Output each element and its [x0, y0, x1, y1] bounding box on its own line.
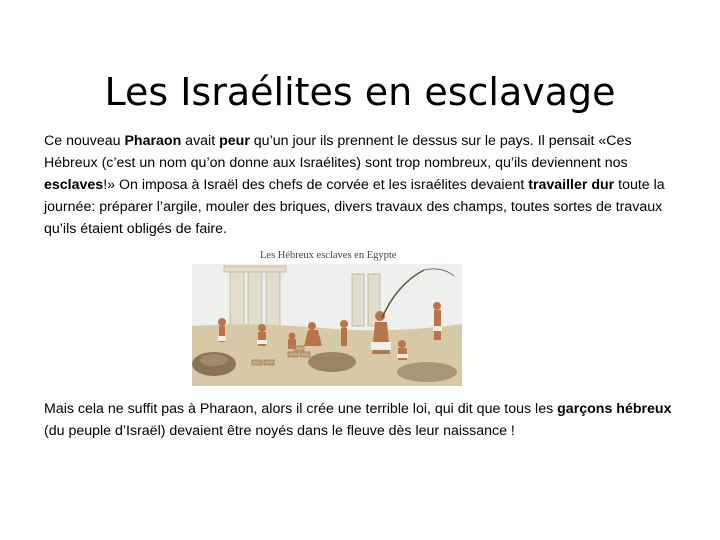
hebrew-slaves-illustration — [192, 264, 462, 386]
text-run: Ce nouveau — [44, 133, 125, 149]
paragraph-intro — [44, 130, 684, 240]
text-run: Mais cela ne suffit pas à Pharaon, alors il crée une terrible loi, qui dit que tous les — [44, 401, 558, 417]
illustration-caption: Les Hébreux esclaves en Egypte — [260, 250, 397, 261]
slide-title: Les Israélites en esclavage — [104, 70, 616, 115]
text-run: avait — [181, 133, 220, 149]
text-run: !» On imposa à Israël des chefs de corvée et les israélites devaient — [103, 177, 529, 193]
paragraph-law — [44, 398, 684, 442]
emphasized-text: peur — [219, 133, 250, 149]
emphasized-text: garçons hébreux — [557, 401, 672, 417]
text-run: qu’un jour ils prennent le dessus sur le pays. Il pensait «Ces Hébreux (c’est un nom qu’on donne aux Israélites) sont trop nombreux, qu’ils deviennent nos — [44, 133, 632, 171]
emphasized-text: esclaves — [44, 177, 104, 193]
illustration-figure — [192, 248, 462, 388]
emphasized-text: Pharaon — [124, 133, 182, 149]
emphasized-text: travailler dur — [528, 177, 615, 193]
text-run: (du peuple d’Israël) devaient être noyés dans le fleuve dès leur naissance ! — [44, 423, 515, 439]
text-run: toute la journée: préparer l’argile, mouler des briques, divers travaux des champs, toutes sortes de travaux qu’ils étaient obligés de faire. — [44, 177, 665, 237]
